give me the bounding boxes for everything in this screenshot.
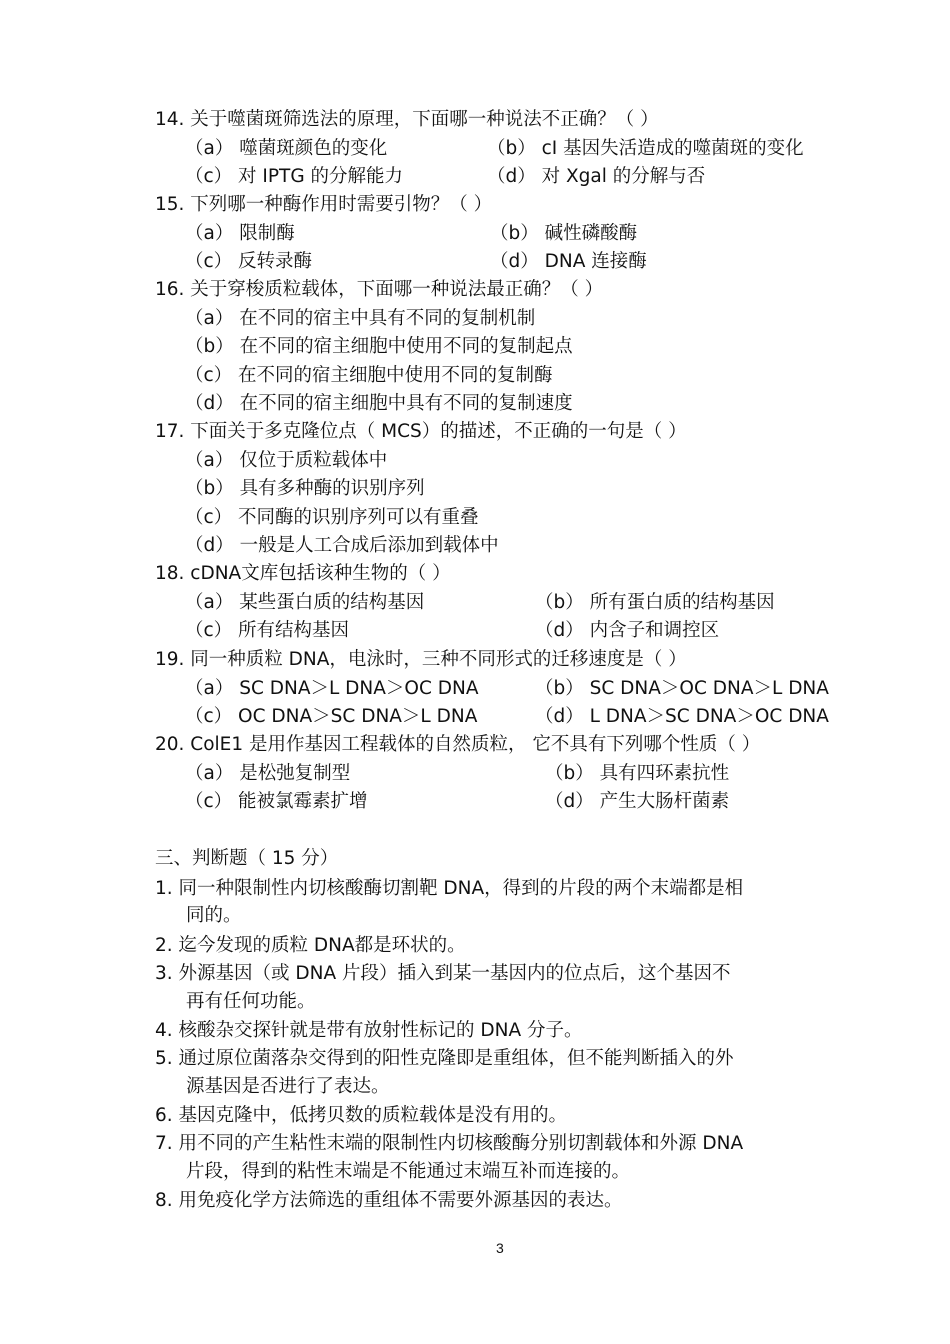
tf-item-5: 5. 通过原位菌落杂交得到的阳性克隆即是重组体，但不能判断插入的外 [155,1048,734,1069]
question-19-option-a: （a） SC DNA＞L DNA＞OC DNA [185,678,479,699]
tf-item-6: 6. 基因克隆中，低拷贝数的质粒载体是没有用的。 [155,1105,568,1126]
question-15-option-c: （c） 反转录酶 [185,251,313,272]
tf-item-2: 2. 迄今发现的质粒 DNA都是环状的。 [155,935,466,956]
tf-item-3-cont: 再有任何功能。 [186,991,316,1012]
question-19-stem: 19. 同一种质粒 DNA，电泳时，三种不同形式的迁移速度是（ ） [155,649,687,670]
question-16-option-c: （c） 在不同的宿主细胞中使用不同的复制酶 [185,365,553,386]
question-18-option-d: （d） 内含子和调控区 [535,620,720,641]
question-20-option-d: （d） 产生大肠杆菌素 [545,791,730,812]
question-20-stem: 20. ColE1 是用作基因工程载体的自然质粒， 它不具有下列哪个性质（ ） [155,734,761,755]
question-18-stem: 18. cDNA文库包括该种生物的（ ） [155,563,451,584]
tf-item-8: 8. 用免疫化学方法筛选的重组体不需要外源基因的表达。 [155,1190,623,1211]
question-19-option-c: （c） OC DNA＞SC DNA＞L DNA [185,706,478,727]
question-20-option-b: （b） 具有四环素抗性 [545,763,730,784]
section-3-title: 三、判断题（ 15 分） [155,848,339,869]
tf-item-5-cont: 源基因是否进行了表达。 [186,1076,390,1097]
question-16-option-b: （b） 在不同的宿主细胞中使用不同的复制起点 [185,336,573,357]
question-14-option-d: （d） 对 Xgal 的分解与否 [487,166,706,187]
question-14-option-c: （c） 对 IPTG 的分解能力 [185,166,404,187]
question-20-option-a: （a） 是松弛复制型 [185,763,351,784]
question-18-option-b: （b） 所有蛋白质的结构基因 [535,592,775,613]
question-16-option-d: （d） 在不同的宿主细胞中具有不同的复制速度 [185,393,573,414]
question-17-option-b: （b） 具有多种酶的识别序列 [185,478,425,499]
question-14-option-a: （a） 噬菌斑颜色的变化 [185,138,388,159]
tf-item-4: 4. 核酸杂交探针就是带有放射性标记的 DNA 分子。 [155,1020,583,1041]
question-17-stem: 17. 下面关于多克隆位点（ MCS）的描述，不正确的一句是（ ） [155,421,687,442]
page-number: 3 [496,1240,504,1256]
question-14-option-b: （b） cI 基因失活造成的噬菌斑的变化 [487,138,804,159]
tf-item-7-cont: 片段，得到的粘性末端是不能通过末端互补而连接的。 [186,1161,631,1182]
question-20-option-c: （c） 能被氯霉素扩增 [185,791,368,812]
question-15-option-b: （b） 碱性磷酸酶 [490,223,638,244]
question-17-option-d: （d） 一般是人工合成后添加到载体中 [185,535,499,556]
question-15-option-a: （a） 限制酶 [185,223,295,244]
question-18-option-c: （c） 所有结构基因 [185,620,350,641]
tf-item-1: 1. 同一种限制性内切核酸酶切割靶 DNA，得到的片段的两个末端都是相 [155,878,744,899]
tf-item-3: 3. 外源基因（或 DNA 片段）插入到某一基因内的位点后，这个基因不 [155,963,731,984]
question-15-stem: 15. 下列哪一种酶作用时需要引物？（ ） [155,194,493,215]
question-15-option-d: （d） DNA 连接酶 [490,251,647,272]
question-16-stem: 16. 关于穿梭质粒载体，下面哪一种说法最正确？（ ） [155,279,604,300]
tf-item-1-cont: 同的。 [186,905,242,926]
question-16-option-a: （a） 在不同的宿主中具有不同的复制机制 [185,308,536,329]
question-19-option-b: （b） SC DNA＞OC DNA＞L DNA [535,678,829,699]
question-17-option-c: （c） 不同酶的识别序列可以有重叠 [185,507,479,528]
question-18-option-a: （a） 某些蛋白质的结构基因 [185,592,425,613]
question-19-option-d: （d） L DNA＞SC DNA＞OC DNA [535,706,829,727]
question-14-stem: 14. 关于噬菌斑筛选法的原理，下面哪一种说法不正确？（ ） [155,109,659,130]
tf-item-7: 7. 用不同的产生粘性末端的限制性内切核酸酶分别切割载体和外源 DNA [155,1133,744,1154]
question-17-option-a: （a） 仅位于质粒载体中 [185,450,388,471]
